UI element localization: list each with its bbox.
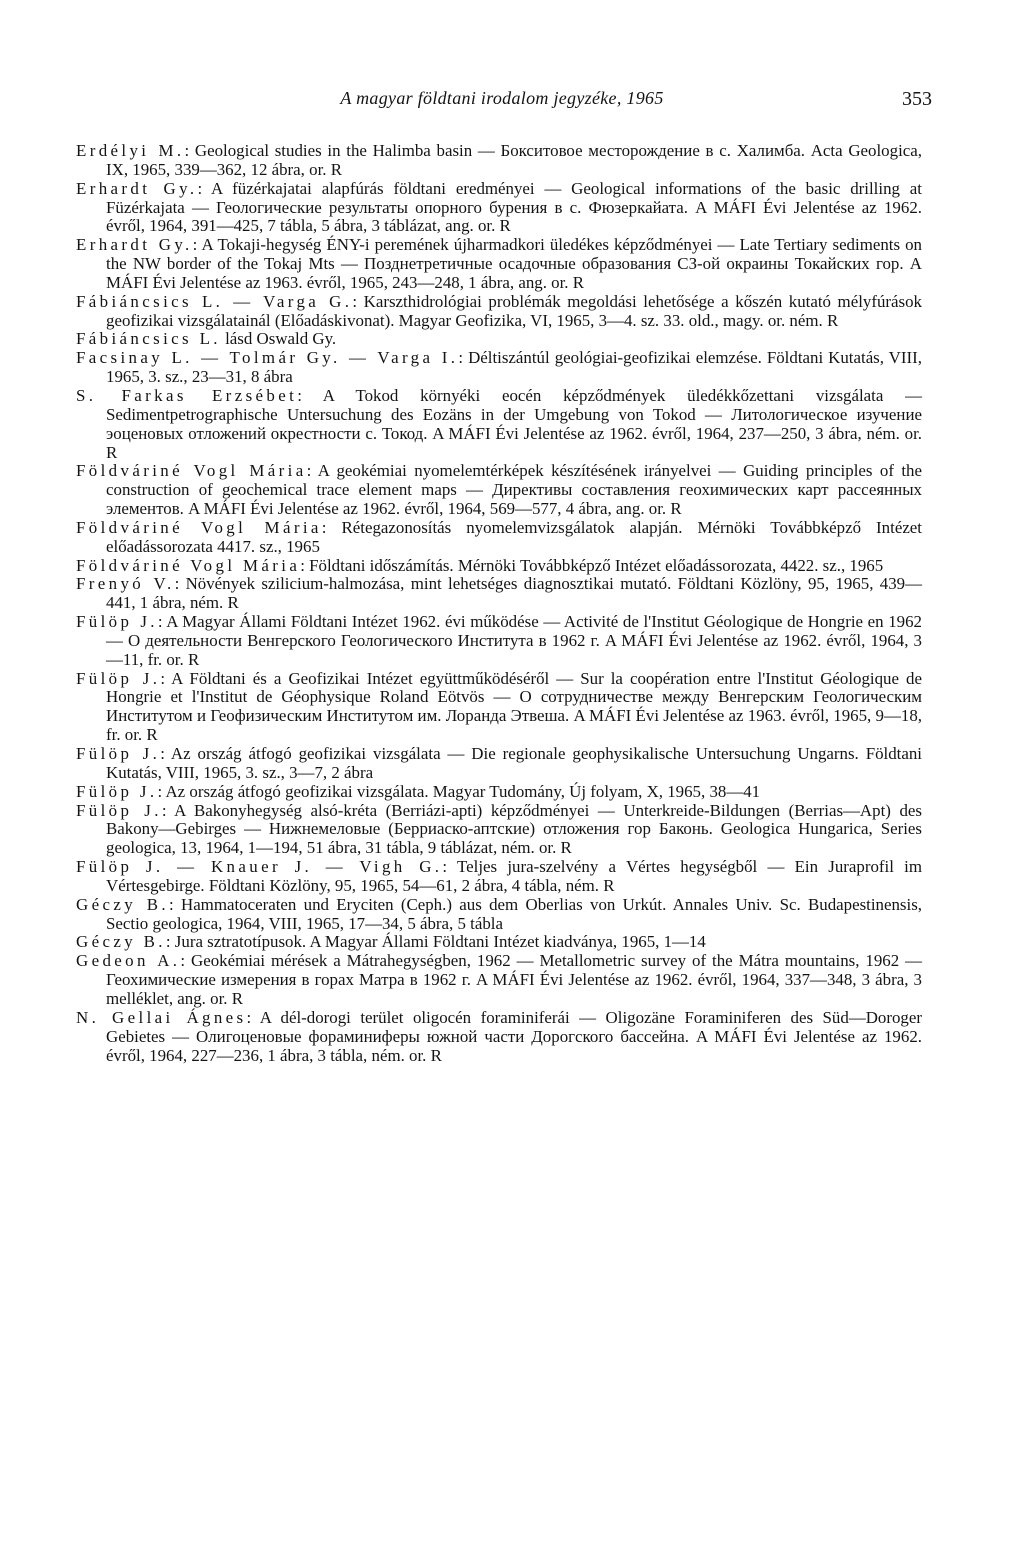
- entry-author: Fülöp J. — Knauer J. — Vigh G.: [76, 857, 443, 877]
- entry-author: Gedeon A.: [76, 951, 181, 971]
- bibliography-entry: [76, 933, 922, 952]
- entry-text: : A Tokod környéki eocén képződmények üledékkőzettani vizsgálata — Sedimentpetrographische Untersuchung des Eozäns in der Umgebung von Tokod — Литологическое изучение эоценовых отложений окрестности с. Токод. A MÁFI Évi Jelentése az 1962. évről, 1964, 237—250, 3 ábra, ném. or. R: [106, 385, 923, 462]
- entry-text: : A Tokaji-hegység ÉNY-i peremének újharmadkori üledékes képződményei — Late Tertiary sediments on the NW border of the Tokaj Mts — Позднетретичные осадочные образования СЗ-ой окраины Токайских гор. A MÁFI Évi Jelentése az 1963. évről, 1965, 243—248, 1 ábra, ang. or. R: [106, 235, 922, 292]
- entry-author: N. Gellai Ágnes: [76, 1007, 247, 1027]
- entry-author: Földváriné Vogl Mária: [76, 461, 307, 481]
- entry-text: : A Magyar Állami Földtani Intézet 1962. évi működése — Activité de l'Institut Géologique de Hongrie en 1962 — О деятельности Венгерского Геологического Института в 1962 г. A MÁFI Évi Jelentése az 1962. évről, 1964, 3—11, fr. or. R: [106, 612, 922, 669]
- entry-author: Géczy B.: [76, 894, 169, 914]
- entry-author: S. Farkas Erzsébet: [76, 385, 298, 405]
- bibliography-entry: [76, 180, 922, 237]
- entry-author: Fülöp J.: [76, 612, 158, 632]
- entry-author: Fábiáncsics L. — Varga G.: [76, 291, 353, 311]
- entry-author: Frenyó V.: [76, 574, 175, 594]
- entry-author: Földváriné Vogl Mária: [76, 555, 301, 575]
- bibliography-entry: [76, 952, 922, 1009]
- entry-text: : Az ország átfogó geofizikai vizsgálata — Die regionale geophysikalische Untersuchung Ungarns. Földtani Kutatás, VIII, 1965, 3. sz., 3—7, 2 ábra: [106, 744, 922, 782]
- entry-text: lásd Oswald Gy.: [220, 329, 337, 349]
- entry-text: : A Földtani és a Geofizikai Intézet együttműködéséről — Sur la coopération entre l'Institut Géologique de Hongrie et l'Institut de Géophysique Roland Eötvös — О сотрудничестве между Венгерским Геологическим Институтом и Геофизическим Институтом им. Лоранда Этвеша. A MÁFI Évi Jelentése az 1963. évről, 1965, 9—18, fr. or. R: [106, 668, 922, 745]
- bibliography-entry: [76, 802, 922, 859]
- entry-text: : Növények szilicium-halmozása, mint lehetséges diagnosztikai mutató. Földtani Közlöny, 95, 1965, 439—441, 1 ábra, ném. R: [106, 574, 922, 613]
- entry-author: Géczy B.: [76, 932, 166, 952]
- bibliography-entry: [76, 142, 922, 180]
- entry-text: : A dél-dorogi terület oligocén foraminiferái — Oligozäne Foraminiferen des Süd—Doroger Gebietes — Олигоценовые фораминиферы южной части Дорогского бассейна. A MÁFI Évi Jelentése az 1962. évről, 1964, 227—236, 1 ábra, 3 tábla, ném. or. R: [106, 1007, 922, 1065]
- entry-text: : A Bakonyhegység alsó-kréta (Berriázi-apti) képződményei — Unterkreide-Bildungen (Berrias—Apt) des Bakony—Gebirges — Нижнемеловые (Берриаско-аптские) отложения гор Баконь. Geologica Hungarica, Series geologica, 13, 1964, 1—194, 51 ábra, 31 tábla, 9 táblázat, ném. or. R: [106, 800, 922, 858]
- entry-author: Földváriné Vogl Mária: [76, 517, 322, 537]
- entry-text: : Jura sztratotípusok. A Magyar Állami Földtani Intézet kiadványa, 1965, 1—14: [165, 932, 706, 952]
- entry-text: : Rétegazonosítás nyomelemvizsgálatok alapján. Mérnöki Továbbképző Intézet előadássorozata 4417. sz., 1965: [106, 517, 923, 556]
- bibliography-entry: [76, 745, 922, 783]
- bibliography-entry: [76, 783, 922, 802]
- entry-author: Erhardt Gy.: [76, 178, 198, 198]
- entry-text: : Az ország átfogó geofizikai vizsgálata. Magyar Tudomány, Új folyam, X, 1965, 38—41: [157, 781, 761, 801]
- entry-text: : Földtani időszámítás. Mérnöki Továbbképző Intézet előadássorozata, 4422. sz., 1965: [300, 555, 884, 575]
- bibliography-entry: [76, 519, 922, 557]
- bibliography-entry: [76, 387, 922, 462]
- bibliography-entry: [76, 330, 922, 349]
- bibliography-entry: [76, 349, 922, 387]
- entry-author: Fülöp J.: [76, 800, 162, 820]
- entry-author: Facsinay L. — Tolmár Gy. — Varga I.: [76, 348, 459, 368]
- entry-text: : Déltiszántúl geológiai-geofizikai elemzése. Földtani Kutatás, VIII, 1965, 3. sz., 23—31, 8 ábra: [106, 348, 922, 387]
- entry-text: : Geokémiai mérések a Mátrahegységben, 1962 — Metallometric survey of the Mátra mountains, 1962 — Геохимические измерения в горах Матра в 1962 г. A MÁFI Évi Jelentése az 1962. évről, 1964, 337—348, 3 ábra, 3 melléklet, ang. or. R: [106, 951, 922, 1008]
- bibliography-entry: [76, 575, 922, 613]
- entry-author: Fülöp J.: [76, 781, 158, 801]
- bibliography-entry: [76, 293, 922, 331]
- entry-text: : Hammatoceraten und Eryciten (Ceph.) aus dem Oberlias von Urkút. Annales Univ. Sc. Budapestinensis, Sectio geologica, 1964, VIII, 1965, 17—34, 5 ábra, 5 tábla: [106, 894, 922, 933]
- entry-author: Fülöp J.: [76, 668, 161, 688]
- running-title: A magyar földtani irodalom jegyzéke, 1965: [340, 88, 664, 108]
- bibliography-entry: [76, 1009, 922, 1066]
- entry-text: : A geokémiai nyomelemtérképek készítésének irányelvei — Guiding principles of the construction of geochemical trace element maps — Директивы составления геохимических карт рассеянных элементов. A MÁFI Évi Jelentése az 1962. évről, 1964, 569—577, 4 ábra, ang. or. R: [106, 461, 922, 519]
- entry-text: : Teljes jura-szelvény a Vértes hegységből — Ein Juraprofil im Vértesgebirge. Földtani Közlöny, 95, 1965, 54—61, 2 ábra, 4 tábla, ném. R: [106, 857, 922, 895]
- entry-text: : Geological studies in the Halimba basin — Бокситовое месторождение в с. Халимба. Acta Geologica, IX, 1965, 339—362, 12 ábra, or. R: [106, 141, 922, 179]
- page-number: 353: [902, 88, 932, 110]
- bibliography-entry: [76, 613, 922, 670]
- bibliography-entry: [76, 236, 922, 293]
- bibliography-entry: [76, 896, 922, 934]
- bibliography-list: [76, 142, 922, 1065]
- entry-text: : Karszthidrológiai problémák megoldási lehetősége a kőszén kutató mélyfúrások geofizikai vizsgálatainál (Előadáskivonat). Magyar Geofizika, VI, 1965, 3—4. sz. 33. old., magy. or. ném. R: [106, 291, 922, 330]
- entry-author: Erhardt Gy.: [76, 235, 193, 255]
- bibliography-entry: [76, 670, 922, 745]
- entry-author: Erdélyi M.: [76, 141, 185, 160]
- page-header: [72, 88, 932, 118]
- bibliography-entry: [76, 858, 922, 896]
- entry-author: Fábiáncsics L.: [76, 329, 221, 349]
- bibliography-entry: [76, 557, 922, 576]
- entry-text: : A füzérkajatai alapfúrás földtani eredményei — Geological informations of the basic drilling at Füzérkajata — Геологические результаты опорного бурения в с. Фюзеркайата. A MÁFI Évi Jelentése az 1962. évről, 1964, 391—425, 7 tábla, 5 ábra, 3 táblázat, ang. or. R: [106, 178, 922, 236]
- bibliography-entry: [76, 462, 922, 519]
- entry-author: Fülöp J.: [76, 744, 161, 763]
